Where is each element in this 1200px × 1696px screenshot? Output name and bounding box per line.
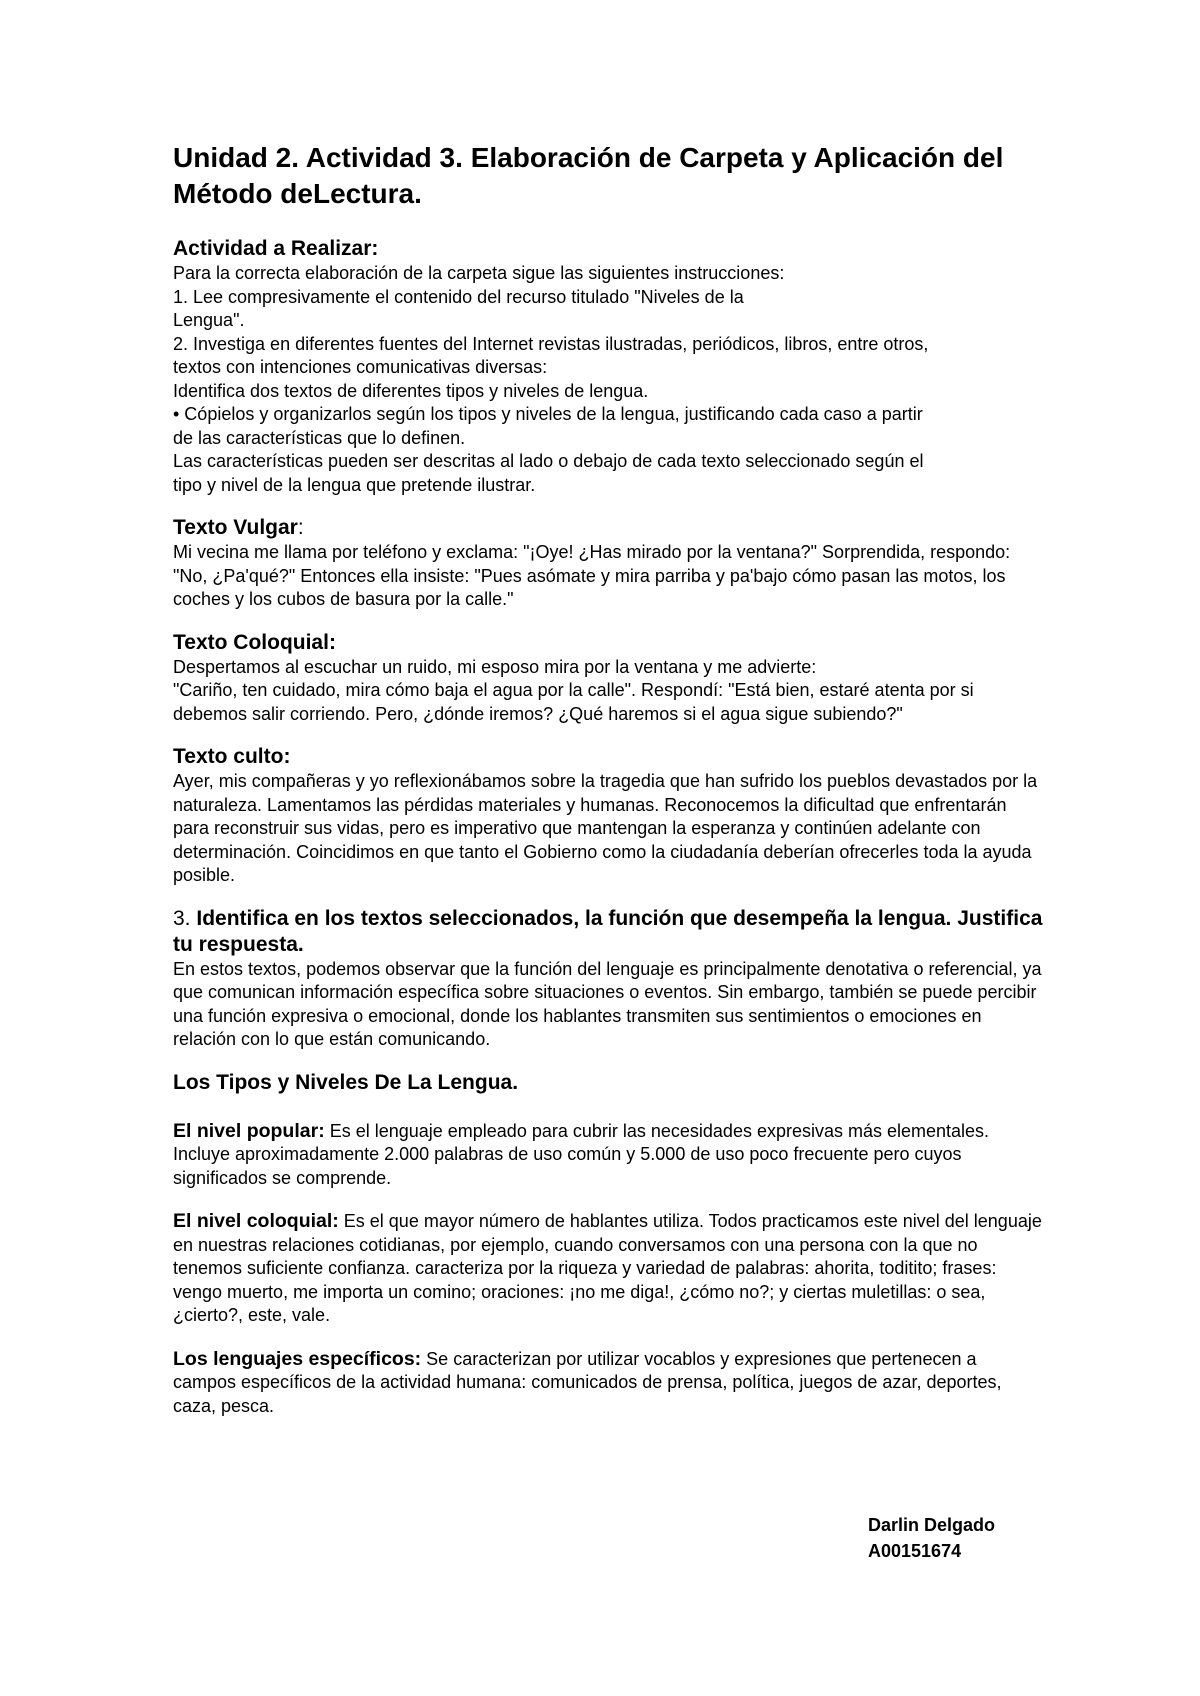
funcion-heading — [173, 906, 1043, 958]
activity-line: textos con intenciones comunicativas diversas: — [173, 357, 548, 377]
coloquial-section — [173, 630, 1043, 727]
activity-line: tipo y nivel de la lengua que pretende ilustrar. — [173, 474, 536, 495]
nivel-coloquial-text-2: ¿cierto?, este, vale. — [173, 1305, 331, 1325]
activity-line: Las características pueden ser descritas al lado o debajo de cada texto seleccionado según el — [173, 451, 924, 471]
activity-line: • Cópielos y organizarlos según los tipos y niveles de la lengua, justificando cada caso a partir — [173, 404, 923, 424]
vulgar-text: Mi vecina me llama por teléfono y exclama: "¡Oye! ¿Has mirado por la ventana?" Sorprendida, respondo: "No, ¿Pa'qué?" Entonces ella insiste: "Pues asómate y mira parriba y pa'bajo cómo pasan las motos, los coches y los cubos de basura por la calle." — [173, 542, 1011, 609]
document-body — [173, 140, 1043, 1436]
nivel-coloquial-label: El nivel coloquial: — [173, 1210, 339, 1232]
coloquial-heading: Texto Coloquial: — [173, 630, 336, 654]
activity-heading: Actividad a Realizar: — [173, 237, 379, 260]
vulgar-heading — [173, 515, 1043, 541]
activity-line: 2. Investiga en diferentes fuentes del Internet revistas ilustradas, periódicos, libros, entre otros, — [173, 333, 929, 354]
activity-line: de las características que lo definen. — [173, 427, 466, 448]
tipos-heading: Los Tipos y Niveles De La Lengua. — [173, 1070, 519, 1094]
tipos-section — [173, 1070, 1043, 1096]
funcion-section — [173, 906, 1043, 1052]
culto-heading: Texto culto: — [173, 745, 291, 768]
popular-label: El nivel popular: — [173, 1119, 325, 1142]
especificos-paragraph — [173, 1348, 1043, 1419]
funcion-number: 3. — [173, 906, 197, 930]
nivel-coloquial-text: Es el que mayor número de hablantes utiliza. Todos practicamos este nivel del lenguaje en nuestras relaciones cotidianas, por ejemplo, cuando conversamos con una persona con la que no tenemos suficiente confianza. caracteriza por la riqueza y variedad de palabras: ahorita, toditito; frases: vengo muerto, me importa un comino; oraciones: ¡no me diga!, ¿cómo no?; y ciertas muletillas: o sea, — [173, 1211, 1042, 1302]
vulgar-heading-text: Texto Vulgar — [173, 516, 298, 539]
funcion-heading-text: Identifica en los textos seleccionados, la función que desempeña la lengua. Justifica tu respuesta. — [173, 906, 1043, 956]
signature-id: A00151674 — [868, 1541, 962, 1561]
especificos-section — [173, 1348, 1043, 1419]
page-title: Unidad 2. Actividad 3. Elaboración de Carpeta y Aplicación del Método deLectura. — [173, 142, 1004, 209]
especificos-label: Los lenguajes específicos: — [173, 1347, 422, 1370]
activity-line: Lengua". — [173, 310, 245, 330]
activity-line: Identifica dos textos de diferentes tipos y niveles de lengua. — [173, 380, 649, 401]
vulgar-heading-colon: : — [297, 516, 304, 539]
culto-section — [173, 744, 1043, 888]
activity-line: 1. Lee compresivamente el contenido del recurso titulado "Niveles de la — [173, 286, 744, 307]
nivel-coloquial-paragraph — [173, 1210, 1043, 1304]
culto-text: Ayer, mis compañeras y yo reflexionábamos sobre la tragedia que han sufrido los pueblos devastados por la naturaleza. Lamentamos las pérdidas materiales y humanas. Reconocemos la dificultad que enfrentarán para reconstruir sus vidas, pero es imperativo que mantengan la esperanza y continúen adelante con determinación. Coincidimos en que tanto el Gobierno como la ciudadanía deberían ofrecerles toda la ayuda posible. — [173, 771, 1038, 885]
activity-section — [173, 236, 1043, 497]
nivel-coloquial-section — [173, 1210, 1043, 1328]
coloquial-text-2: "Cariño, ten cuidado, mira cómo baja el agua por la calle". Respondí: "Está bien, estaré atenta por si debemos salir corriendo. Pero, ¿dónde iremos? ¿Qué haremos si el agua sigue subiendo?" — [173, 680, 974, 724]
popular-text: Es el lenguaje empleado para cubrir las necesidades expresivas más elementales. Incluye aproximadamente 2.000 palabras de uso común y 5.000 de uso poco frecuente pero cuyos significados se comprende. — [173, 1120, 990, 1188]
signature-block — [868, 1512, 995, 1564]
funcion-text: En estos textos, podemos observar que la función del lenguaje es principalmente denotativa o referencial, ya que comunican información específica sobre situaciones o eventos. Sin embargo, también se puede percibir una función expresiva o emocional, donde los hablantes transmiten sus sentimientos o emociones en relación con lo que están comunicando. — [173, 958, 1042, 1049]
popular-paragraph — [173, 1120, 1043, 1191]
coloquial-text-1: Despertamos al escuchar un ruido, mi esposo mira por la ventana y me advierte: — [173, 656, 817, 677]
especificos-text: Se caracterizan por utilizar vocablos y expresiones que pertenecen a campos específicos de la actividad humana: comunicados de prensa, política, juegos de azar, deportes, caza, pesca. — [173, 1348, 1002, 1416]
activity-line: Para la correcta elaboración de la carpeta sigue las siguientes instrucciones: — [173, 263, 785, 283]
vulgar-section — [173, 515, 1043, 612]
popular-section — [173, 1120, 1043, 1191]
signature-name: Darlin Delgado — [868, 1515, 996, 1535]
